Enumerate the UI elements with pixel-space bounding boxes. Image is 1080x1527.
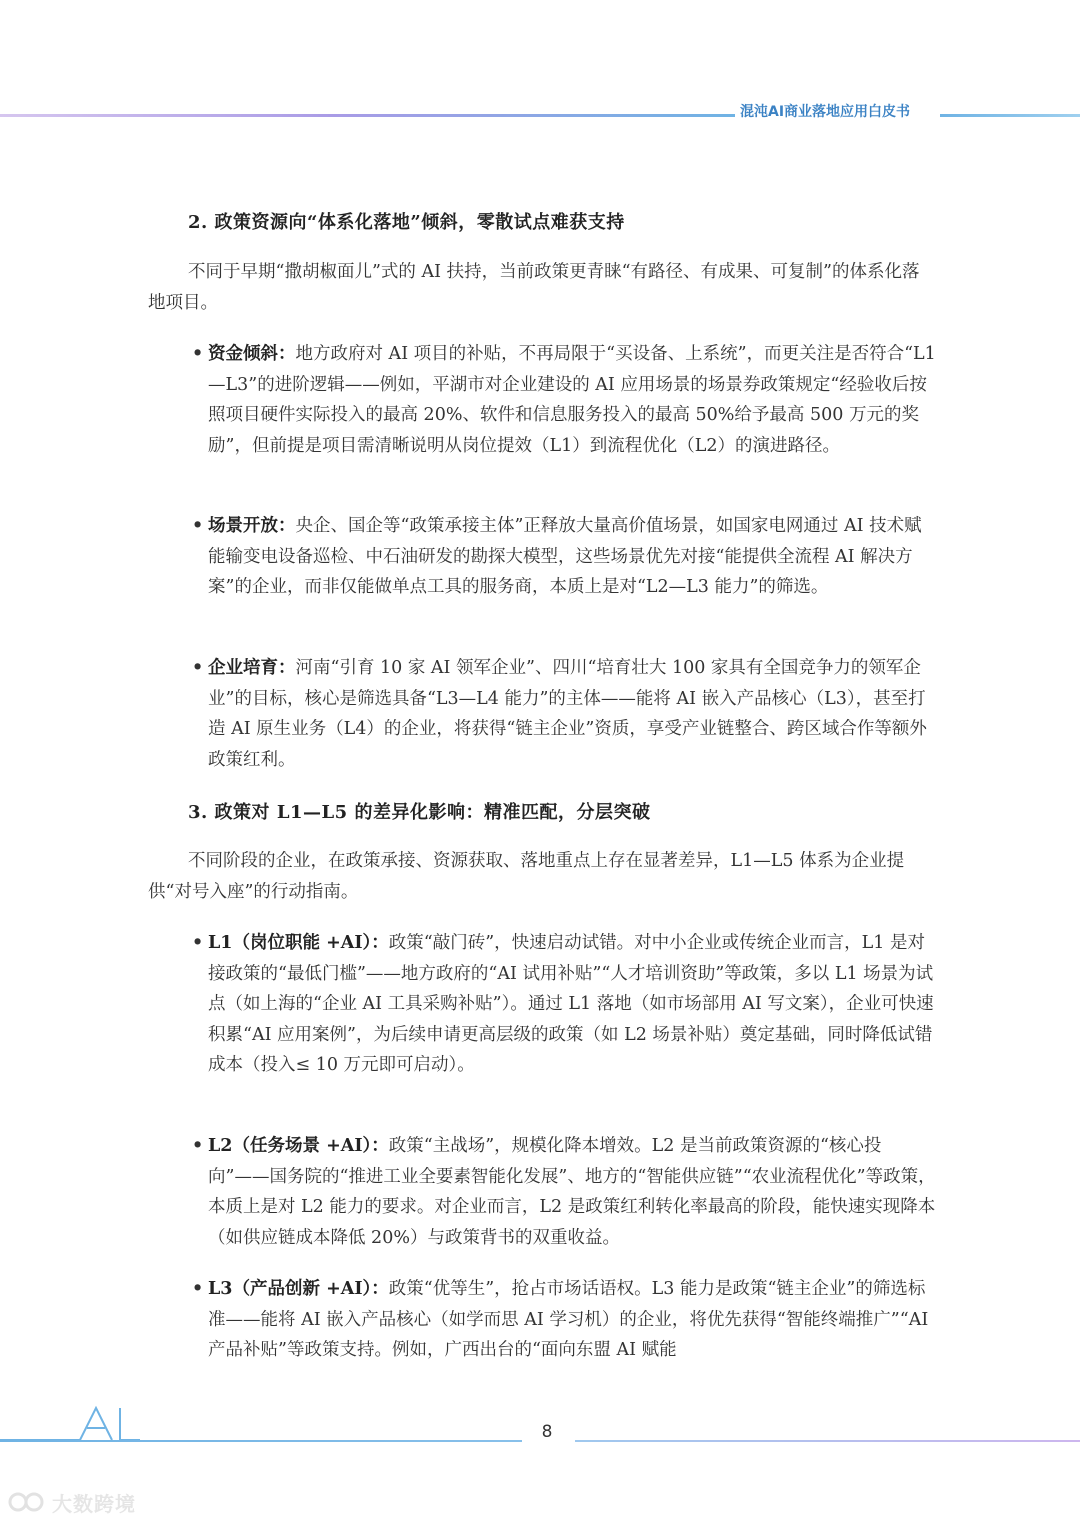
ai-logo-text: AI (96, 1434, 97, 1435)
ai-logo-icon (0, 1404, 140, 1444)
bullet-enterprise-cultivation (192, 653, 936, 775)
bullet-dot: • (192, 1279, 204, 1299)
bullet-label: L2（任务场景 +AI）： (208, 1136, 389, 1156)
bullet-text: 政策“主战场”，规模化降本增效。L2 是当前政策资源的“核心投向”——国务院的“推进工业全要素智能化发展”、地方的“智能供应链”“农业流程优化”等政策，本质上是对 L2 能力的要求。对企业而言，L2 是政策红利转化率最高的阶段，能快速实现降本（如供应链成本降低 20%）与政策背书的双重收益。 (208, 1136, 936, 1248)
bullet-text: 地方政府对 AI 项目的补贴，不再局限于“买设备、上系统”，而更关注是否符合“L1—L3”的进阶逻辑——例如，平湖市对企业建设的 AI 应用场景的场景券政策规定“经验收后按照项目硬件实际投入的最高 20%、软件和信息服务投入的最高 50%给予最高 500 万元的奖励”，但前提是项目需清晰说明从岗位提效（L1）到流程优化（L2）的演进路径。 (208, 344, 936, 456)
bullet-label: 企业培育： (208, 658, 296, 678)
watermark-logo-icon (8, 1490, 48, 1514)
bullet-label: L3（产品创新 +AI）： (208, 1279, 389, 1299)
section-3-heading: 3. 政策对 L1—L5 的差异化影响：精准匹配，分层突破 (188, 802, 651, 823)
footer-rule-right (575, 1440, 1080, 1442)
document-title: 混沌AI商业落地应用白皮书 (740, 104, 911, 120)
section-2-heading: 2. 政策资源向“体系化落地”倾斜，零散试点难获支持 (188, 212, 625, 233)
bullet-l2 (192, 1131, 936, 1253)
section-3-intro: 不同阶段的企业，在政策承接、资源获取、落地重点上存在显著差异，L1—L5 体系为企业提供“对号入座”的行动指南。 (148, 851, 905, 902)
bullet-label: 资金倾斜： (208, 344, 296, 364)
header-rule-left (0, 114, 735, 117)
page-number: 8 (541, 1422, 553, 1442)
watermark (8, 1488, 136, 1516)
footer-rule-left (0, 1440, 522, 1442)
bullet-label: 场景开放： (208, 516, 296, 536)
bullet-l1 (192, 928, 936, 1081)
bullet-dot: • (192, 933, 204, 953)
bullet-funding (192, 339, 936, 461)
bullet-text: 河南“引育 10 家 AI 领军企业”、四川“培育壮大 100 家具有全国竞争力的领军企业”的目标，核心是筛选具备“L3—L4 能力”的主体——能将 AI 嵌入产品核心（L3），甚至打造 AI 原生业务（L4）的企业，将获得“链主企业”资质，享受产业链整合、跨区域合作等额外政策红利。 (208, 658, 927, 770)
bullet-l3 (192, 1274, 936, 1366)
bullet-dot: • (192, 658, 204, 678)
header-rule-right (940, 114, 1080, 117)
bullet-dot: • (192, 344, 204, 364)
section-2-intro: 不同于早期“撒胡椒面儿”式的 AI 扶持，当前政策更青睐“有路径、有成果、可复制”的体系化落地项目。 (148, 262, 920, 313)
bullet-text: 央企、国企等“政策承接主体”正释放大量高价值场景，如国家电网通过 AI 技术赋能输变电设备巡检、中石油研发的勘探大模型，这些场景优先对接“能提供全流程 AI 解决方案”的企业，而非仅能做单点工具的服务商，本质上是对“L2—L3 能力”的筛选。 (208, 516, 922, 597)
bullet-dot: • (192, 1136, 204, 1156)
bullet-text: 政策“优等生”，抢占市场话语权。L3 能力是政策“链主企业”的筛选标准——能将 AI 嵌入产品核心（如学而思 AI 学习机）的企业，将优先获得“智能终端推广”“AI 产品补贴”等政策支持。例如，广西出台的“面向东盟 AI 赋能 (208, 1279, 929, 1360)
bullet-text: 政策“敲门砖”，快速启动试错。对中小企业或传统企业而言，L1 是对接政策的“最低门槛”——地方政府的“AI 试用补贴”“人才培训资助”等政策，多以 L1 场景为试点（如上海的“企业 AI 工具采购补贴”）。通过 L1 落地（如市场部用 AI 写文案），企业可快速积累“AI 应用案例”，为后续申请更高层级的政策（如 L2 场景补贴）奠定基础，同时降低试错成本（投入≤ 10 万元即可启动）。 (208, 933, 934, 1075)
bullet-scenario-opening (192, 511, 936, 603)
bullet-dot: • (192, 516, 204, 536)
bullet-label: L1（岗位职能 +AI）： (208, 933, 389, 953)
watermark-text: 大数跨境 (52, 1491, 136, 1516)
